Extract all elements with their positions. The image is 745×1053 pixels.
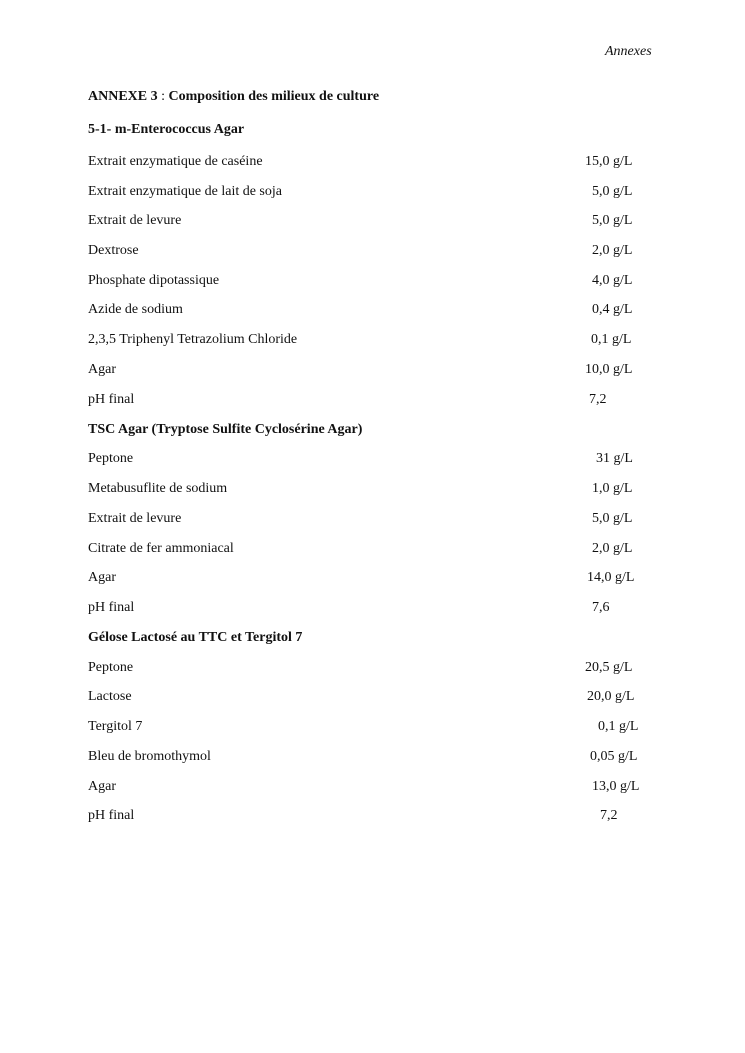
ingredient-value: 31 g/L (596, 451, 633, 466)
ingredient-value: 20,5 g/L (585, 660, 633, 675)
ingredient-value: 4,0 g/L (592, 273, 633, 288)
ingredient-name: Agar (88, 779, 116, 794)
ingredient-value: 5,0 g/L (592, 184, 633, 199)
ingredient-name: Citrate de fer ammoniacal (88, 541, 234, 556)
ingredient-name: Extrait enzymatique de caséine (88, 154, 263, 169)
ingredient-value: 7,2 (600, 808, 618, 823)
ingredient-name: Metabusuflite de sodium (88, 481, 228, 496)
ingredient-value: 2,0 g/L (592, 541, 633, 556)
ingredient-name: Extrait de levure (88, 213, 182, 228)
ingredient-value: 0,1 g/L (598, 719, 639, 734)
ingredient-value: 1,0 g/L (592, 481, 633, 496)
ingredient-name: Dextrose (88, 243, 139, 258)
ingredient-value: 10,0 g/L (585, 362, 633, 377)
ingredient-name: Bleu de bromothymol (88, 749, 211, 764)
ingredient-name: Lactose (88, 689, 132, 704)
ingredient-name: Peptone (88, 660, 134, 675)
annex-title: Composition des milieux de culture (168, 89, 380, 104)
ingredient-name: pH final (88, 808, 135, 823)
ingredient-value: 5,0 g/L (592, 511, 633, 526)
ingredient-value: 5,0 g/L (592, 213, 633, 228)
ingredient-value: 0,1 g/L (591, 332, 632, 347)
ingredient-value: 2,0 g/L (592, 243, 633, 258)
ingredient-name: Extrait de levure (88, 511, 182, 526)
ingredient-value: 7,2 (589, 392, 607, 407)
ingredient-name: Tergitol 7 (88, 719, 143, 734)
title-separator: : (157, 89, 169, 104)
ingredient-name: Agar (88, 570, 116, 585)
ingredient-name: Phosphate dipotassique (88, 273, 220, 288)
ingredient-value: 0,4 g/L (592, 302, 633, 317)
annex-label: ANNEXE 3 (88, 89, 158, 104)
ingredient-name: Agar (88, 362, 116, 377)
ingredient-name: Azide de sodium (88, 302, 183, 317)
ingredient-value: 14,0 g/L (587, 570, 635, 585)
ingredient-name: pH final (88, 600, 135, 615)
section-heading: 5-1- m-Enterococcus Agar (88, 122, 245, 137)
ingredient-name: pH final (88, 392, 135, 407)
page-title (88, 89, 379, 105)
ingredient-value: 7,6 (592, 600, 610, 615)
ingredient-value: 15,0 g/L (585, 154, 633, 169)
ingredient-name: 2,3,5 Triphenyl Tetrazolium Chloride (88, 332, 298, 347)
section-heading: Gélose Lactosé au TTC et Tergitol 7 (88, 630, 303, 645)
ingredient-value: 0,05 g/L (590, 749, 638, 764)
ingredient-value: 13,0 g/L (592, 779, 640, 794)
section-heading: TSC Agar (Tryptose Sulfite Cyclosérine Agar) (88, 422, 363, 437)
ingredient-value: 20,0 g/L (587, 689, 635, 704)
ingredient-name: Peptone (88, 451, 134, 466)
page-header: Annexes (605, 44, 652, 59)
ingredient-name: Extrait enzymatique de lait de soja (88, 184, 282, 199)
